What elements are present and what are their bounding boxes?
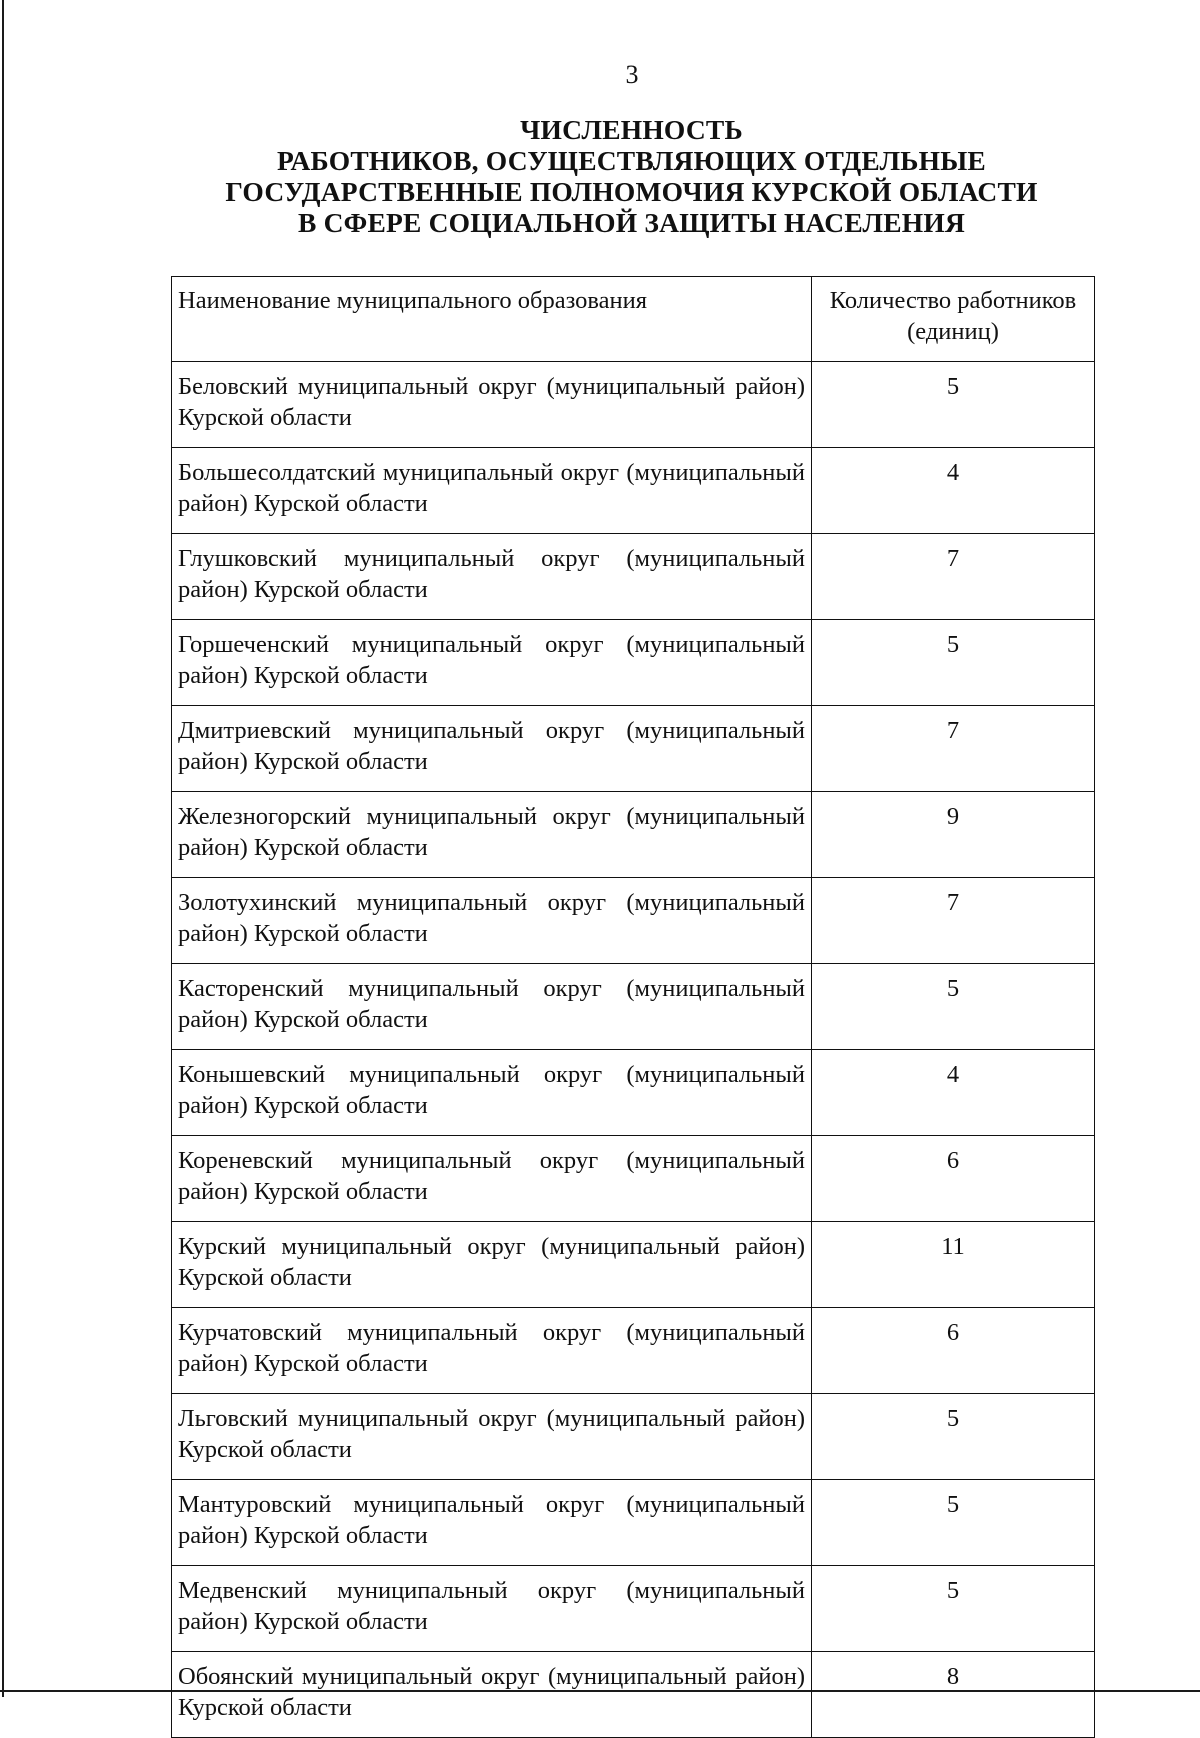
- table-row: [172, 792, 1095, 878]
- table-row: [172, 1566, 1095, 1652]
- worker-count-cell: 5: [812, 1394, 1095, 1480]
- worker-count-cell: 8: [812, 1652, 1095, 1738]
- table-row: [172, 1308, 1095, 1394]
- worker-count-cell: 6: [812, 1136, 1095, 1222]
- table-row: [172, 620, 1095, 706]
- municipality-name-cell: Курчатовский муниципальный округ (муниципальный район) Курской области: [172, 1308, 812, 1394]
- table-row: [172, 878, 1095, 964]
- scan-edge-left: [2, 0, 4, 1697]
- municipality-name-cell: Льговский муниципальный округ (муниципальный район) Курской области: [172, 1394, 812, 1480]
- worker-count-cell: 5: [812, 1480, 1095, 1566]
- municipality-name-cell: Золотухинский муниципальный округ (муниципальный район) Курской области: [172, 878, 812, 964]
- table-header-row: [172, 277, 1095, 362]
- table-row: [172, 964, 1095, 1050]
- municipality-name-cell: Касторенский муниципальный округ (муниципальный район) Курской области: [172, 964, 812, 1050]
- table-row: [172, 1394, 1095, 1480]
- worker-count-cell: 5: [812, 1566, 1095, 1652]
- table-row: [172, 362, 1095, 448]
- header-count: Количество работников (единиц): [812, 277, 1095, 362]
- municipality-name-cell: Беловский муниципальный округ (муниципальный район) Курской области: [172, 362, 812, 448]
- title-line-2: РАБОТНИКОВ, ОСУЩЕСТВЛЯЮЩИХ ОТДЕЛЬНЫЕ: [277, 145, 986, 176]
- worker-count-cell: 7: [812, 878, 1095, 964]
- worker-count-cell: 7: [812, 534, 1095, 620]
- municipality-name-cell: Курский муниципальный округ (муниципальный район) Курской области: [172, 1222, 812, 1308]
- table-body: [172, 362, 1095, 1738]
- municipality-name-cell: Железногорский муниципальный округ (муниципальный район) Курской области: [172, 792, 812, 878]
- worker-count-cell: 9: [812, 792, 1095, 878]
- table-row: [172, 534, 1095, 620]
- worker-count-cell: 4: [812, 1050, 1095, 1136]
- table-row: [172, 1136, 1095, 1222]
- municipality-name-cell: Большесолдатский муниципальный округ (муниципальный район) Курской области: [172, 448, 812, 534]
- worker-count-cell: 5: [812, 362, 1095, 448]
- title-line-3: ГОСУДАРСТВЕННЫЕ ПОЛНОМОЧИЯ КУРСКОЙ ОБЛАСТИ: [225, 176, 1038, 207]
- header-name: Наименование муниципального образования: [172, 277, 812, 362]
- table-row: [172, 1480, 1095, 1566]
- worker-count-cell: 7: [812, 706, 1095, 792]
- municipality-name-cell: Мантуровский муниципальный округ (муниципальный район) Курской области: [172, 1480, 812, 1566]
- municipality-name-cell: Кореневский муниципальный округ (муниципальный район) Курской области: [172, 1136, 812, 1222]
- municipality-name-cell: Обоянский муниципальный округ (муниципальный район) Курской области: [172, 1652, 812, 1738]
- table-row: [172, 706, 1095, 792]
- staff-count-table: [171, 276, 1095, 1738]
- worker-count-cell: 6: [812, 1308, 1095, 1394]
- title-line-4: В СФЕРЕ СОЦИАЛЬНОЙ ЗАЩИТЫ НАСЕЛЕНИЯ: [297, 207, 966, 238]
- document-title: [150, 114, 1113, 238]
- table-row: [172, 1652, 1095, 1738]
- municipality-name-cell: Дмитриевский муниципальный округ (муниципальный район) Курской области: [172, 706, 812, 792]
- worker-count-cell: 5: [812, 620, 1095, 706]
- municipality-name-cell: Глушковский муниципальный округ (муниципальный район) Курской области: [172, 534, 812, 620]
- municipality-name-cell: Горшеченский муниципальный округ (муниципальный район) Курской области: [172, 620, 812, 706]
- municipality-name-cell: Конышевский муниципальный округ (муниципальный район) Курской области: [172, 1050, 812, 1136]
- page-number: 3: [625, 60, 639, 89]
- title-line-1: ЧИСЛЕННОСТЬ: [520, 114, 743, 145]
- worker-count-cell: 5: [812, 964, 1095, 1050]
- table-row: [172, 1222, 1095, 1308]
- table-row: [172, 1050, 1095, 1136]
- worker-count-cell: 4: [812, 448, 1095, 534]
- table-row: [172, 448, 1095, 534]
- municipality-name-cell: Медвенский муниципальный округ (муниципальный район) Курской области: [172, 1566, 812, 1652]
- worker-count-cell: 11: [812, 1222, 1095, 1308]
